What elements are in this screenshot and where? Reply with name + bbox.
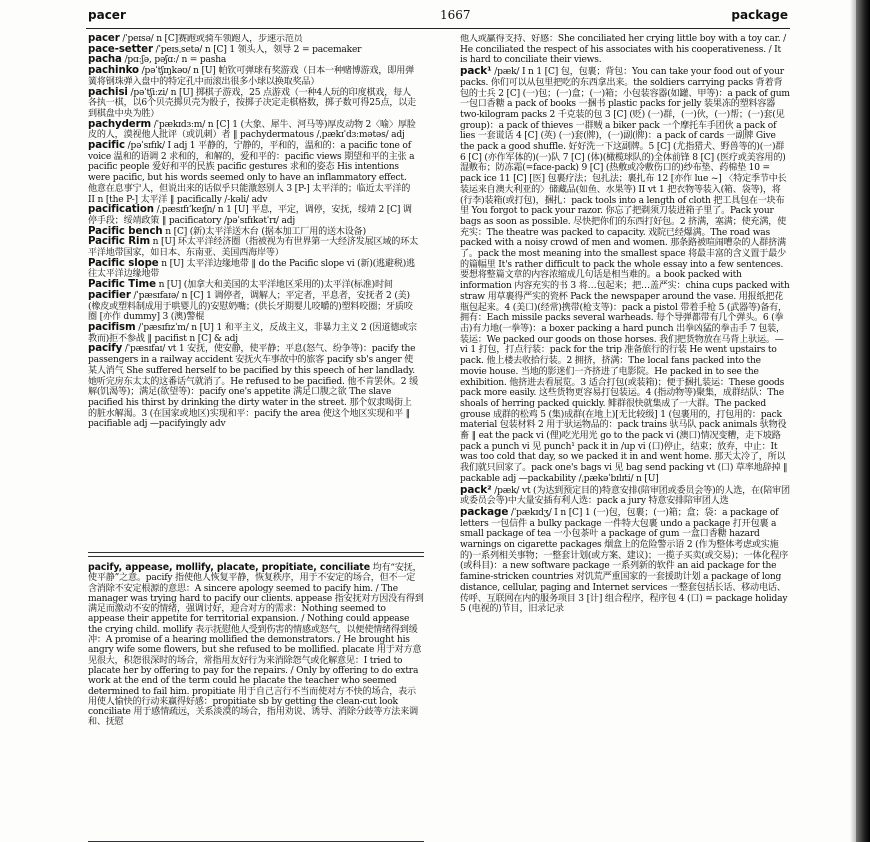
header-rule [86,28,790,29]
definition: /pæk/ vt (为达到预定目的)特意安排(陪审团或委员会等)的人选，在(陪审团或委员会等)中大量安插有利人选：pack a jury 特意安排陪审团人选 [460,485,790,507]
headword: pacific [88,140,125,152]
headword: pack² [460,483,492,496]
entry-pack-2 [460,485,790,507]
definition: 他人或赢得支持、好感：She conciliated her crying little boy with a toy car. / He conciliated the respect of his associates with his cooperativeness. / It is hard to conciliate their views. [460,34,787,66]
entry-pachinko [88,66,418,87]
page-number: 1667 [440,8,471,22]
headword: pacifier [88,289,131,301]
headword: pacify [88,343,123,355]
headword: package [460,505,509,518]
synonym-box-rule [88,552,424,553]
entry-pack-1 [460,66,790,484]
page-edge [856,0,870,842]
headword: pacification [88,204,154,216]
synonym-note-box [88,556,424,842]
entry-pacifism [88,323,418,344]
synonym-text: 均有“安抚，使平静”之意。pacify 指使他人恢复平静，恢复秩序，用于不安定的场合，但不一定含消除不安定根源的意思：A sincere apology seemed to pacify him. / The manager was trying hard to pacify our clients. appease 指安抚对方因没有得到满足而激动不安的情绪，强调讨好，迎合对方的需求：Nothing seemed to appease their appetite for territorial expansion. / Nothing could appease the crying child. mollify 表示抚慰他人受到伤害的情感或怒气，以便使情绪得到缓冲：A promise of a hearing mollified the demonstrators. / He brought his angry wife some flowers, but she refused to be mollified. placate 用于对方意见很大，积怨很深时的场合，常指用友好行为来消除怨气或化解意见：I tried to placate her by offering to pay for the repairs. / Only by offering to do extra work at the end of the term could he placate the teacher who seemed determined to fail him. propitiate 用于自己言行不当而使对方不快的场合，表示用使人愉快的行动来赢得好感：propitiate sb by getting the clean-cut look conciliate 用于感情疏远，关系淡漠的场合，指用劝说、诱导、消除分歧等方法来调和、抚慰 [88,563,424,728]
entry-pacific [88,141,418,205]
definition: n [U] (加拿大和美国的太平洋地区采用的)太平洋(标准)时间 [155,280,393,291]
entry-pachisi [88,88,418,120]
headword: pacer [88,34,120,44]
headword: pace-setter [88,43,153,55]
entry-pacific-rim [88,237,418,258]
synonym-note-continued [460,34,790,66]
headword: Pacific Time [88,279,156,291]
definition: /ˈpæsɪfɪzˈm/ n [U] 1 和平主义，反战主义，非暴力主义 2 (因道德或宗教而)拒不参战 ‖ pacifist n [C] & adj [88,322,417,344]
definition: /ˈpækɪdɜːm/ n [C] 1 (大象、犀牛、河马等)厚皮动物 2〈喻〉厚脸皮的人，漠视他人批评（或讥刺）者 ‖ pachydermatous /ˌpækɪˈdɜːmətəs/ adj [88,119,416,141]
headword: Pacific Rim [88,236,150,248]
entry-pacification [88,205,418,226]
definition: /ˌpæsɪfɪˈkeɪʃn/ n 1 [U] 平息，平定，调停，安抚，绥靖 2 [C] 调停手段；绥靖政策 ‖ pacificatory /pəˈsɪfɪkətˈrɪ/ adj [88,205,412,226]
entry-pace-setter [88,45,418,56]
header-left-guide-word: pacer [88,8,126,22]
headword: pachyderm [88,118,152,130]
definition: /ˈpæsɪfaɪ/ vt 1 安抚，使安静，使平静；平息(怒气、纷争等)：pacify the passengers in a railway accident 安抚火车事故中的旅客 pacify sb's anger 使某人消气 She suffered herself to be pacified by this speech of her landlady. 她听完房东太太的这番话气就消了。He refused to be pacified. 他不肯罢休。2 缓解(饥渴等)；满足(欲望等)：pacify one's appetite 满足口腹之欲 The slave pacified his thirst by drinking the dirty water in the street. 那个奴隶喝街上的脏水解渴。3 (在国家或地区)实现和平：pacify the area 使这个地区实现和平 ‖ pacifiable adj —pacifyingly adv [88,344,418,430]
synonym-note [88,563,424,728]
definition: /ˈpækɪdʒ/ I n [C] 1 (一)包，包裹；(一)箱；盒；袋：a package of letters 一包信件 a bulky package 一件特大包裹 undo a package 打开包裹 a small package of tea 一小包茶叶 a package of gum 一盒口香糖 hazard warnings on cigarette packages 烟盒上的危险警示语 2 (作为整体考虑或实施的)一系列相关事物；一整套计划(或方案、建议)；一揽子买卖(或交易)；一体化程序(或科目)：a new software package 一系列新的软件 an aid package for the famine-stricken countries 对饥荒严重国家的一套援助计划 a package of long distance, cellular, paging and Internet services 一整套包括长话、移动电话、传呼、互联网在内的服务项目 3 [计] 组合程序，程序包 4 (口) = package holiday 5 (电视的)节目，旧录记录 [460,507,789,615]
definition: /pəˈtʃɪŋkəʊ/ n [U] 帕钦可弹球有奖游戏（日本一种赌博游戏，即用弹簧将钢珠弹入盘中的特定孔中而滚出很多小球以换取奖品） [88,66,414,87]
entry-pacify [88,344,418,430]
headword: pacifism [88,321,136,333]
header-right-guide-word: package [731,8,788,22]
left-column [88,34,418,554]
definition: n [U] 环太平洋经济圈（指被视为有世界第一大经济发展区域的环太平洋地带国家，如日本、东南亚、美国西海岸等） [88,237,418,259]
right-column [460,34,790,834]
definition: /pæk/ I n 1 [C] 包，包裹；背包：You can take your food out of your packs. 你们可以从包里把吃的东西拿出来。the soldiers carrying packs 背着背包的士兵 2 [C] (一)包；(一)盒；(一)箱；小包装容器(如罐、甲等)：a pack of gum 一包口香糖 a pack of books 一捆书 plastic packs for jelly 装果冻的塑料容器 two-kilogram packs 2 千克装的包 3 [C] (贬) (一)群，(一)伙，(一)帮；(一)套(见 group)：a pack of thieves 一群贼 a biker pack 一个摩托车手团伙 a pack of lies 一套谎话 4 [C] (英) (一)套(牌)，(一)副(牌)：a pack of cards 一副牌 Give the pack a good shuffle. 好好洗一下这副牌。5 [C] (尤指猎犬、野兽等的)(一)群 6 [C] (亦作军体的)(一)队 7 [C] (体)(橄榄球队的)全体前锋 8 [C] (医疗或美容用的)湿敷布；防冻霜(=face-pack) 9 [C] (热敷或冷敷伤口的)纱布垫、药棉垫 10 = pack ice 11 [C] [医] 包裹疗法；包扎法；裹扎布 12 [亦作 lue ~] 〈特定季节中长装运来自澳大利亚的〉储藏品(如鱼、水果等) II vt 1 把衣物等装入(箱、袋等)，将(行李)装箱(或打包)，捆扎：pack tools into a length of cloth 把工具包在一块布里 You forgot to pack your razor. 你忘了把剃须刀装进箱子里了。Pack your bags as soon as possible. 尽快把你们的东西打好包。2 挤满，塞满；使充满，使充实：The theatre was packed to capacity. 戏院已经爆满。The road was packed with a noisy crowd of men and women. 那条路被喧闹嘈杂的人群挤满了。pack the most meaning into the smallest space 将最丰富的含义置于最少的篇幅里 It's rather difficult to pack the whole essay into a few sentences. 要想将整篇文章的内容浓缩成几句话是相当难的。a book packed with information 内容充实的书 3 将…包起来；把…盖严实：china cups packed with straw 用草裹得严实的瓷杯 Pack the newspaper around the vase. 用报纸把花瓶包起来。4 (美口)(经常)携带(枪支等)：pack a pistol 带着手枪 5 (武器等)备有，拥有：Each missile packs several warheads. 每个导弹都带有几个弹头。6 (拳击)有力地(一拳等)：a boxer packing a hard punch 出拳凶猛的拳击手 7 包装，装运：We packed our goods on those horses. 我们把货物放在马背上驮运。—vi 1 打包，打点行装：pack for the trip 准备旅行的行装 He went upstairs to pack. 他上楼去收拾行装。2 拥挤，挤满：The local fans packed into the movie house. 当地的影迷们一齐挤进了电影院。He packed in to see the exhibition. 他挤进去看展览。3 适合打包(或装箱)；便于捆扎装运：These goods pack more easily. 这些货物更容易打包装运。4 (指动物等)聚集，成群结队：The shoals of herring packed quickly. 鲱群很快就集成了一大群。The packed grouse 成群的松鸡 5 (集)成群(在地上)[无比较级] 1 (包裹用的，打包用的：pack material 包装材料 2 用于驮运物品的：pack trains 驮马队 pack animals 驮物役畜 ‖ eat the pack vi (俚)吃光用光 go to the pack vi (澳口)情况变糟，走下坡路 pack a punch vi 见 punch¹ pack it in /up vi (口)停止，结束；放弃，中止：It was too cold that day, so we packed it in and went home. 那天太冷了，所以我们就只回家了。pack one's bags vi 见 bag send packing vt (口) 草率地辞掉 ‖ packable adj —packability /ˌpækəˈbɪlɪti/ n [U] [460,67,790,484]
entry-pachyderm [88,120,418,141]
entry-pacific-time [88,280,418,291]
synonym-headwords: pacify, appease, mollify, placate, propitiate, conciliate [88,562,370,573]
definition: /pɑːʃə, pəʃɑː/ n = pasha [121,55,227,66]
running-header [88,8,788,26]
entry-pacific-slope [88,259,418,280]
headword: pack¹ [460,65,492,78]
headword: Pacific slope [88,257,159,269]
definition: /pəˈsɪfɪk/ I adj 1 平静的，宁静的，平和的，温和的：a pacific tone of voice 温和的语调 2 求和的，和解的，爱和平的：pacific views 期望和平的主张 a pacific people 爱好和平的民族 pacific gestures 求和的姿态 His intentions were pacific, but his words seemed only to have an inflammatory effect. 他意在息事宁人，但说出来的话似乎只能激怒别人 3 [P-] 太平洋的；临近太平洋的 II n [the P-] 太平洋 ‖ pacifically /-kəli/ adv [88,141,415,205]
headword: pacha [88,54,122,66]
definition: n [C] (新)太平洋送木台 (据本加工厂用的送木设备) [162,226,366,237]
definition: /ˈpeɪsə/ n [C]赛跑或骑车领跑人，步速示范员 [119,34,303,44]
headword: Pacific bench [88,225,163,237]
definition: /ˈpæsɪfaɪə/ n [C] 1 调停者，调解人；平定者，平息者，安抚者 2 (美)(橡皮或塑料制成用于哄婴儿的)安慰奶嘴；(供长牙期婴儿咬嚼的)塑料咬圈；牙质咬圈 [亦作 dummy] 3 (澳)警棍 [88,290,413,323]
definition: /ˈpeɪsˌsetə/ n [C] 1 领头人，领导 2 = pacemaker [152,44,362,55]
headword: pachisi [88,86,128,98]
definition: /pəˈtʃiːzi/ n [U] 掷棋子游戏，25 点游戏（一种4人玩的印度棋戏，每人各执一棋，以6个贝壳掷贝壳为骰子，按掷子决定走棋格数，掷子数可得25点，以走到棋盘中央为胜） [88,87,417,119]
definition: n [U] 太平洋边缘地带 ‖ do the Pacific slope vi (新)(逃避税)逃往太平洋边缘地带 [88,258,415,280]
entry-pacifier [88,291,418,323]
entry-package [460,507,790,615]
headword: pachinko [88,65,139,77]
